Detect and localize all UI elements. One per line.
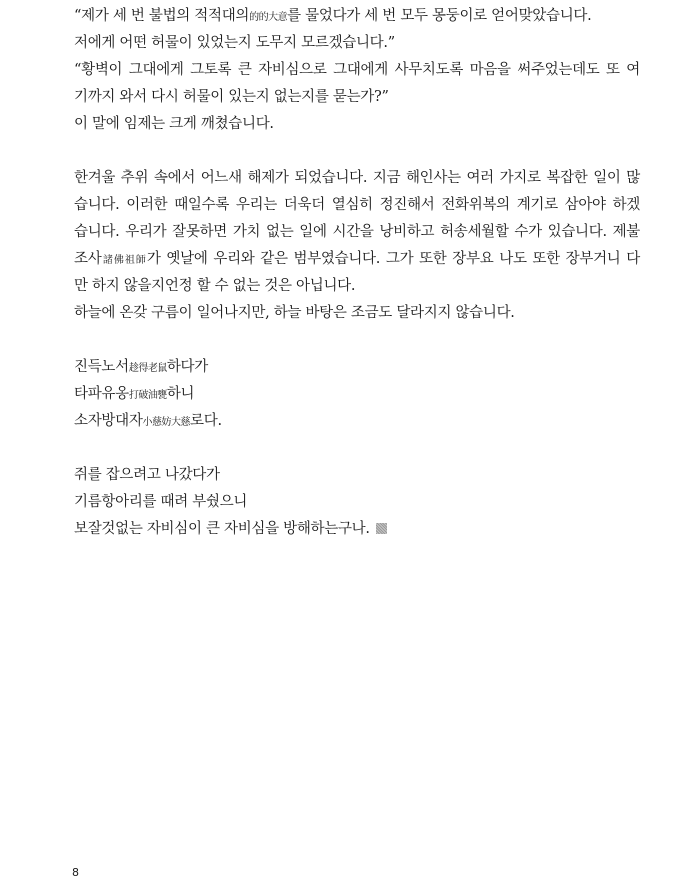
paragraph-spacer bbox=[74, 138, 640, 165]
text-line: 습니다. 우리가 잘못하면 가치 없는 일에 시간을 낭비하고 허송세월할 수가 있습니다. 제불 bbox=[74, 224, 640, 240]
page-number: 8 bbox=[72, 866, 79, 879]
verse-hanja bbox=[74, 354, 640, 435]
paragraph-spacer bbox=[74, 435, 640, 462]
text-line: 기까지 와서 다시 허물이 있는지 없는지를 묻는가?” bbox=[74, 89, 389, 105]
text-line: 이 말에 임제는 크게 깨쳤습니다. bbox=[74, 116, 274, 132]
text-line: 하늘에 온갖 구름이 일어나지만, 하늘 바탕은 조금도 달라지지 않습니다. bbox=[74, 305, 515, 321]
verse-line: 타파유옹打破油甕하니 bbox=[74, 386, 195, 402]
verse-line: 진득노서趁得老鼠하다가 bbox=[74, 359, 208, 375]
text-line: 만 하지 않을지언정 할 수 없는 것은 아닙니다. bbox=[74, 278, 356, 294]
text-line: 저에게 어떤 허물이 있었는지 도무지 모르겠습니다.” bbox=[74, 35, 395, 51]
text-line: “황벽이 그대에게 그토록 큰 자비심으로 그대에게 사무치도록 마음을 써주었는데도 또 여 bbox=[74, 62, 640, 78]
paragraph-spacer bbox=[74, 327, 640, 354]
text-line: 조사諸佛祖師가 옛날에 우리와 같은 범부였습니다. 그가 또한 장부요 나도 또한 장부거니 다 bbox=[74, 251, 641, 267]
verse-line: 보잘것없는 자비심이 큰 자비심을 방해하는구나. bbox=[74, 516, 640, 543]
text-line: “제가 세 번 불법의 적적대의的的大意를 물었다가 세 번 모두 몽둥이로 얻어맞았습니다. bbox=[74, 8, 592, 24]
hanja-annotation: 打破油甕 bbox=[128, 390, 167, 401]
paragraph-dharma-talk bbox=[74, 165, 640, 327]
verse-line: 쥐를 잡으려고 나갔다가 bbox=[74, 467, 220, 483]
text-line: 습니다. 이러한 때일수록 우리는 더욱더 열심히 정진해서 전화위복의 계기로 삼아야 하겠 bbox=[74, 197, 640, 213]
end-of-section-icon bbox=[376, 523, 387, 534]
verse-line: 소자방대자小慈妨大慈로다. bbox=[74, 413, 222, 429]
hanja-annotation: 諸佛祖師 bbox=[101, 255, 147, 266]
verse-korean bbox=[74, 462, 640, 543]
text-line: 한겨울 추위 속에서 어느새 해제가 되었습니다. 지금 해인사는 여러 가지로 복잡한 일이 많 bbox=[74, 170, 640, 186]
paragraph-dialogue bbox=[74, 3, 640, 138]
hanja-annotation: 小慈妨大慈 bbox=[142, 417, 191, 428]
hanja-annotation: 的的大意 bbox=[249, 12, 288, 23]
hanja-annotation: 趁得老鼠 bbox=[128, 363, 167, 374]
page-body bbox=[74, 3, 640, 543]
verse-line: 기름항아리를 때려 부쉈으니 bbox=[74, 494, 248, 510]
